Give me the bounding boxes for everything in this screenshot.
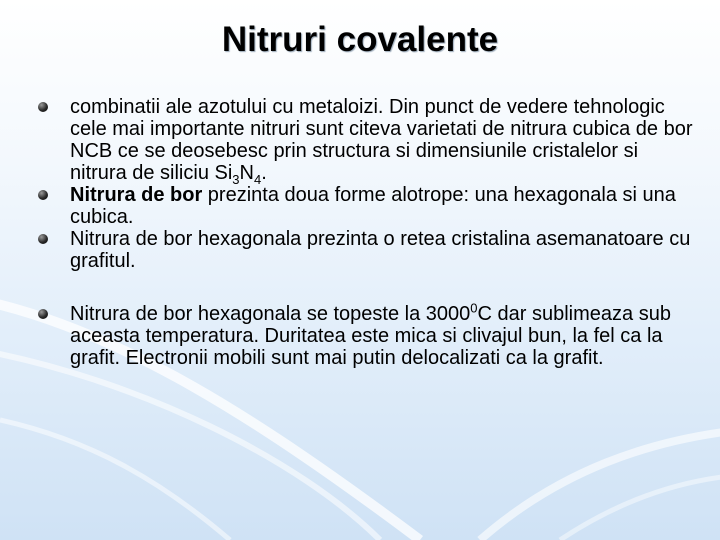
bullet-item-1 xyxy=(36,96,696,187)
bullet-item-4 xyxy=(36,300,696,369)
bullet-text: prezinta doua forme alotrope: una hexagonala si una cubica. xyxy=(70,184,676,228)
swirl-curve xyxy=(560,475,720,540)
swirl-curve xyxy=(0,350,380,540)
bullet-text: N xyxy=(239,162,254,184)
bullet-item-2 xyxy=(36,184,696,228)
slide-title: Nitruri covalente xyxy=(221,20,499,59)
subscript-3: 3 xyxy=(232,172,240,187)
bullet-text: Nitrura de bor hexagonala se topeste la 3000 xyxy=(70,303,471,325)
bullet-dot-icon xyxy=(38,102,48,112)
bullet-list xyxy=(36,96,696,369)
subscript-4: 4 xyxy=(253,172,262,187)
bullet-dot-icon xyxy=(38,190,48,200)
bullet-text: . xyxy=(261,162,267,184)
swirl-curve xyxy=(0,420,230,540)
bullet-dot-icon xyxy=(38,309,48,319)
bullet-text: C dar sublimeaza sub aceasta temperatura. Duritatea este mica si clivajul bun, la fel ca la grafit. Electronii mobili sunt mai putin delocalizati ca la grafit. xyxy=(70,303,671,369)
bullet-text: combinatii ale azotului cu metaloizi. Din punct de vedere tehnologic cele mai importante nitruri sunt citeva varietati de nitrura cubica de bor NCB ce se deosebesc prin structura si dimensiunile cristalelor si nitrura de siliciu Si xyxy=(70,96,693,184)
bullet-item-3 xyxy=(36,228,696,272)
superscript-degree: 0 xyxy=(470,300,478,316)
bullet-text: Nitrura de bor hexagonala prezinta o retea cristalina asemanatoare cu grafitul. xyxy=(70,228,691,272)
bullet-dot-icon xyxy=(38,234,48,244)
bold-term: Nitrura de bor xyxy=(70,184,203,206)
